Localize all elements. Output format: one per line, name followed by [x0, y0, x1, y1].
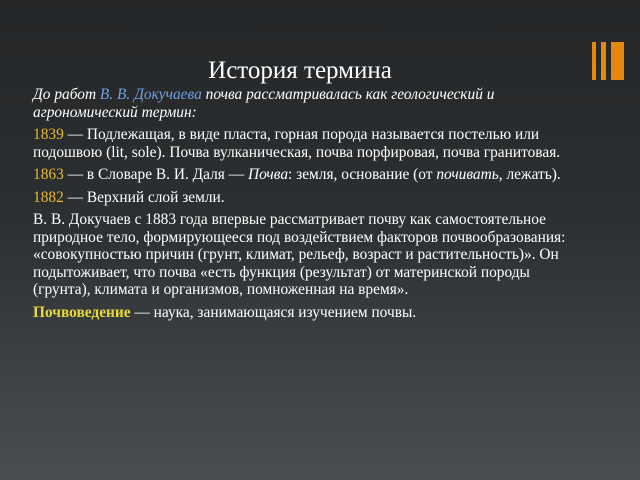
entry-text: — Подлежащая, в виде пласта, горная порода называется постелью или подошвою (lit, sole). Почва вулканическая, почва порфировая, почва гранитовая. — [33, 126, 561, 161]
slide-content — [33, 86, 573, 326]
definition-term: Почвоведение — [33, 303, 131, 321]
definition-text: — наука, занимающаяся изучением почвы. — [130, 303, 417, 321]
intro-paragraph — [33, 86, 573, 121]
entry-text: , лежать). — [498, 166, 561, 183]
decorative-bar — [611, 42, 624, 80]
intro-after: почва рассматривалась как геологический и агрономический термин: — [33, 86, 495, 121]
entry-1882 — [33, 189, 573, 207]
entry-text: — в Словаре В. И. Даля — — [63, 166, 248, 183]
year-label: 1882 — [33, 188, 64, 206]
entry-text: — Верхний слой земли. — [63, 188, 225, 206]
year-label: 1863 — [33, 166, 64, 183]
term-pochva: Почва — [247, 166, 289, 183]
slide-title: История термина — [208, 57, 392, 84]
year-label: 1839 — [33, 126, 64, 143]
entry-1863 — [33, 166, 573, 184]
entry-text: : земля, основание (от — [288, 166, 437, 183]
term-pochivat: почивать — [436, 166, 499, 183]
definition-paragraph — [33, 304, 573, 322]
intro-before: До работ — [33, 86, 100, 103]
decorative-bar — [601, 42, 606, 80]
entry-1839 — [33, 126, 573, 161]
author-name: В. В. Докучаева — [99, 86, 202, 103]
dokuchaev-paragraph: В. В. Докучаев с 1883 года впервые рассматривает почву как самостоятельное природное тело, формирующееся под воздействием факторов почвообразования: «совокупностью причин (грунт, климат, рельеф, возраст и растительность)». Он подытоживает, что почва «есть функция (результат) от материнской породы (грунта), климата и организмов, помноженная на время». — [33, 211, 566, 298]
